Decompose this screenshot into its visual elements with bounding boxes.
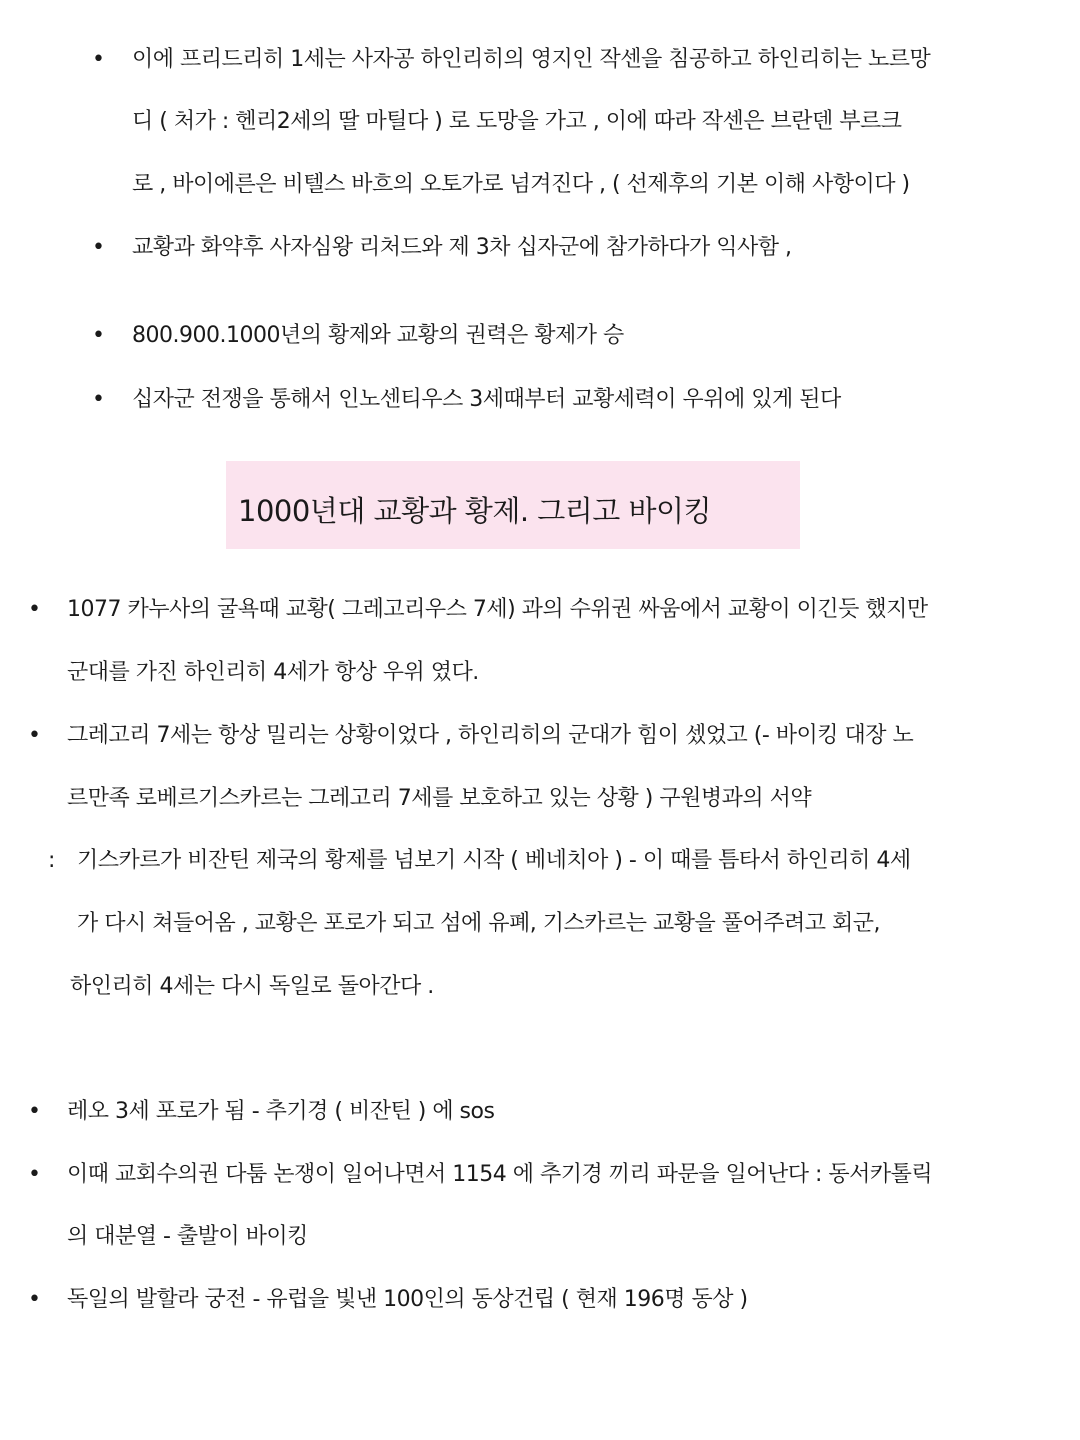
colon-marker: :	[48, 848, 56, 873]
bullet-marker: •	[92, 235, 105, 260]
main-item-2-line-2: 르만족 로베르기스카르는 그레고리 7세를 보호하고 있는 상황 ) 구원병과의 서약	[67, 786, 812, 811]
top-item-4-line-1: 십자군 전쟁을 통해서 인노센티우스 3세때부터 교황세력이 우위에 있게 된다	[132, 387, 841, 412]
bullet-marker: •	[28, 1287, 41, 1312]
bullet-marker: •	[28, 1099, 41, 1124]
top-item-1-line-2: 디 ( 처가 : 헨리2세의 딸 마틸다 ) 로 도망을 가고 , 이에 따라 작센은 브란덴 부르크	[132, 109, 902, 134]
section-heading-title: 1000년대 교황과 황제. 그리고 바이킹	[238, 494, 712, 528]
main-item-1-line-2: 군대를 가진 하인리히 4세가 항상 우위 였다.	[67, 660, 479, 685]
bullet-marker: •	[28, 1162, 41, 1187]
main-item-3-line-3: 하인리히 4세는 다시 독일로 돌아간다 .	[70, 974, 434, 999]
section-heading-banner	[226, 461, 800, 549]
top-item-1-line-1: 이에 프리드리히 1세는 사자공 하인리히의 영지인 작센을 침공하고 하인리히는 노르망	[132, 47, 931, 72]
main-item-2-line-1: 그레고리 7세는 항상 밀리는 상황이었다 , 하인리히의 군대가 힘이 셌었고 (- 바이킹 대장 노	[67, 723, 914, 748]
top-item-2-line-1: 교황과 화약후 사자심왕 리처드와 제 3차 십자군에 참가하다가 익사함 ,	[132, 235, 792, 260]
main-item-4-line-1: 레오 3세 포로가 됨 - 추기경 ( 비잔틴 ) 에 sos	[67, 1099, 495, 1124]
main-item-6-line-1: 독일의 발할라 궁전 - 유럽을 빛낸 100인의 동상건립 ( 현재 196명 동상 )	[67, 1287, 748, 1312]
main-item-3-line-2: 가 다시 쳐들어옴 , 교황은 포로가 되고 섬에 유폐, 기스카르는 교황을 풀어주려고 회군,	[77, 911, 880, 936]
main-item-1-line-1: 1077 카누사의 굴욕때 교황( 그레고리우스 7세) 과의 수위권 싸움에서 교황이 이긴듯 했지만	[67, 597, 928, 622]
top-item-1-line-3: 로 , 바이에른은 비텔스 바흐의 오토가로 넘겨진다 , ( 선제후의 기본 이해 사항이다 )	[132, 172, 910, 197]
bullet-marker: •	[28, 723, 41, 748]
bullet-marker: •	[92, 323, 105, 348]
main-item-3-line-1: 기스카르가 비잔틴 제국의 황제를 넘보기 시작 ( 베네치아 ) - 이 때를 틈타서 하인리히 4세	[77, 848, 911, 873]
main-item-5-line-2: 의 대분열 - 출발이 바이킹	[67, 1224, 308, 1249]
main-item-5-line-1: 이때 교회수의권 다툼 논쟁이 일어나면서 1154 에 추기경 끼리 파문을 일어난다 : 동서카톨릭	[67, 1162, 933, 1187]
bullet-marker: •	[28, 597, 41, 622]
bullet-marker: •	[92, 47, 105, 72]
bullet-marker: •	[92, 387, 105, 412]
top-item-3-line-1: 800.900.1000년의 황제와 교황의 권력은 황제가 승	[132, 323, 624, 348]
